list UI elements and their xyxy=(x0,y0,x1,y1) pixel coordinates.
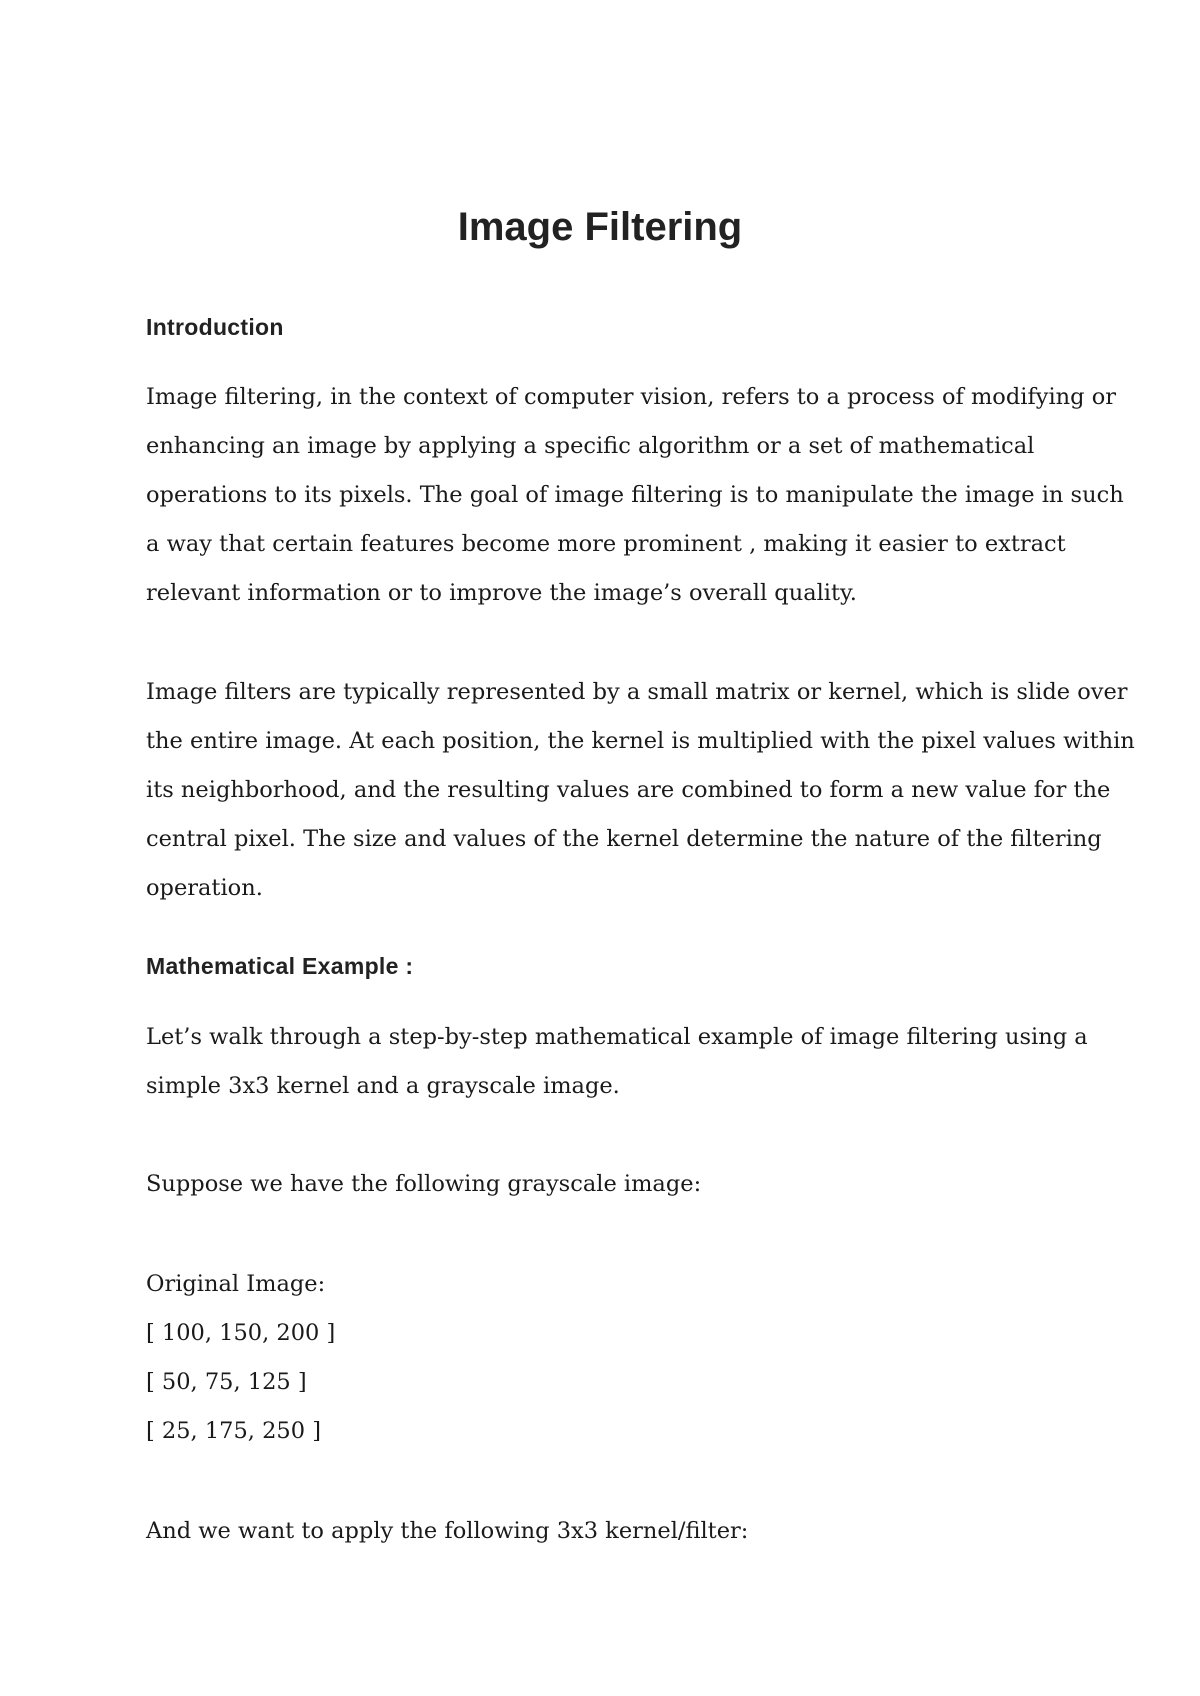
matrix-row: [ 50, 75, 125 ] xyxy=(146,1369,307,1395)
paragraph-line: relevant information or to improve the image’s overall quality. xyxy=(146,580,857,606)
paragraph-line: operations to its pixels. The goal of image filtering is to manipulate the image in such xyxy=(146,482,1124,508)
paragraph-line: simple 3x3 kernel and a grayscale image. xyxy=(146,1073,620,1099)
paragraph-line: Let’s walk through a step-by-step mathematical example of image filtering using a xyxy=(146,1024,1088,1050)
paragraph-line: operation. xyxy=(146,875,263,901)
original-image-label: Original Image: xyxy=(146,1271,326,1297)
matrix-row: [ 25, 175, 250 ] xyxy=(146,1418,321,1444)
paragraph-line: its neighborhood, and the resulting values are combined to form a new value for the xyxy=(146,777,1111,803)
paragraph-line: Image filters are typically represented by a small matrix or kernel, which is slide over xyxy=(146,679,1128,705)
paragraph-line: enhancing an image by applying a specific algorithm or a set of mathematical xyxy=(146,433,1035,459)
paragraph-line: Image filtering, in the context of computer vision, refers to a process of modifying or xyxy=(146,384,1117,410)
suppose-text: Suppose we have the following grayscale image: xyxy=(146,1171,702,1197)
section-heading-introduction: Introduction xyxy=(146,314,284,340)
paragraph-line: central pixel. The size and values of the kernel determine the nature of the filtering xyxy=(146,826,1102,852)
matrix-row: [ 100, 150, 200 ] xyxy=(146,1320,336,1346)
section-heading-mathematical-example: Mathematical Example : xyxy=(146,953,414,979)
introduction-paragraph-1 xyxy=(146,373,1124,618)
introduction-paragraph-2 xyxy=(146,668,1135,913)
paragraph-line: a way that certain features become more prominent , making it easier to extract xyxy=(146,531,1066,557)
example-intro-paragraph xyxy=(146,1013,1088,1111)
document-title: Image Filtering xyxy=(457,205,743,249)
kernel-intro-text: And we want to apply the following 3x3 kernel/filter: xyxy=(146,1518,749,1544)
paragraph-line: the entire image. At each position, the kernel is multiplied with the pixel values within xyxy=(146,728,1135,754)
